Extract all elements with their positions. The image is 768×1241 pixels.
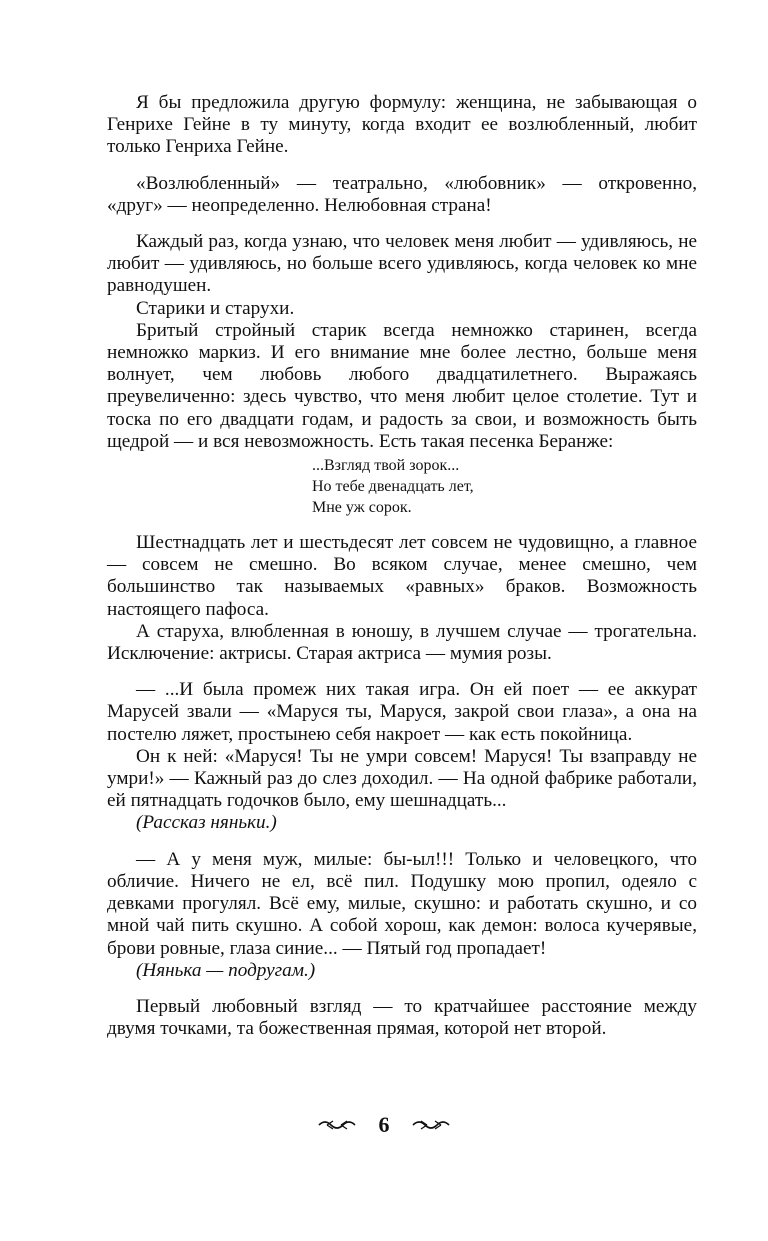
paragraph: Каждый раз, когда узнаю, что человек меня любит — удивляюсь, не любит — удивляюсь, но больше всего удивляюсь, когда человек ко мне равнодушен. [107, 231, 697, 297]
paragraph: Первый любовный взгляд — то кратчайшее расстояние между двумя точками, та божественная прямая, которой нет второй. [107, 995, 697, 1040]
paragraph: Старики и старухи. [136, 297, 295, 319]
body-text [107, 92, 697, 1040]
vine-ornament-left-icon [317, 1117, 357, 1133]
paragraph: — А у меня муж, милые: бы-ыл!!! Только и человецкого, что обличие. Ничего не ел, всё пил. Подушку мою пропил, одеяло с девками прогулял. Всё ему, милые, скушно: и работать скушно, и со мной чай пить скушно. А собой хорош, как демон: волоса кучерявые, брови ровные, глаза синие... — Пятый год пропадает! [107, 848, 697, 959]
paragraph: Я бы предложила другую формулу: женщина, не забывающая о Генрихе Гейне в ту минуту, когда входит ее возлюбленный, любит только Генриха Гейне. [107, 92, 697, 158]
verse-line: Но тебе двенадцать лет, [312, 478, 474, 496]
paragraph: «Возлюбленный» — театрально, «любовник» — откровенно, «друг» — неопределенно. Нелюбовная страна! [107, 172, 697, 216]
attribution: (Рассказ няньки.) [136, 812, 277, 834]
page-footer [0, 1110, 768, 1138]
paragraph: Шестнадцать лет и шестьдесят лет совсем не чудовищно, а главное — совсем не смешно. Во всяком случае, менее смешно, чем большинство так называемых «равных» браков. Возможность настоящего пафоса. [107, 532, 697, 620]
paragraph: Он к ней: «Маруся! Ты не умри совсем! Маруся! Ты взаправду не умри!» — Кажный раз до слез доходил. — На одной фабрике работали, ей пятнадцать годочков было, ему шешнадцать... [107, 745, 697, 812]
paragraph: Бритый стройный старик всегда немножко старинен, всегда немножко маркиз. И его внимание мне более лестно, больше меня волнует, чем любовь любого двадцатилетнего. Выражаясь преувеличенно: здесь чувство, что меня любит целое столетие. Тут и тоска по его двадцати годам, и радость за свои, и возможность быть щедрой — и вся невозможность. Есть такая песенка Беранже: [107, 319, 697, 452]
page-number: 6 [378, 1111, 390, 1137]
verse-quote [312, 455, 697, 532]
paragraph: А старуха, влюбленная в юношу, в лучшем случае — трогательна. Исключение: актрисы. Старая актриса — мумия розы. [107, 620, 697, 665]
verse-line: ...Взгляд твой зорок... [312, 457, 460, 475]
paragraph: — ...И была промеж них такая игра. Он ей поет — ее аккурат Марусей звали — «Маруся ты, Маруся, закрой свои глаза», а она на постелю ляжет, простынею себя накроет — как есть покойница. [107, 679, 697, 745]
attribution: (Нянька — подругам.) [136, 959, 316, 981]
verse-line: Мне уж сорок. [312, 499, 412, 517]
vine-ornament-right-icon [411, 1117, 451, 1133]
